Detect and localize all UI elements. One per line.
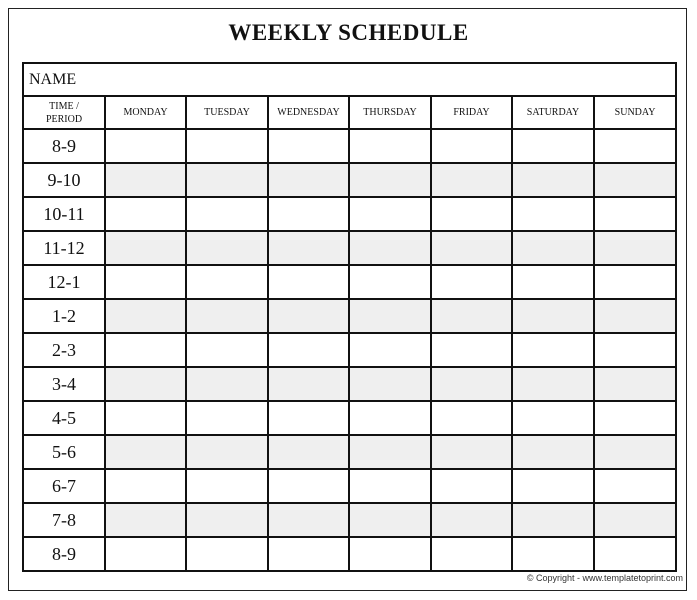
day-header-wednesday: WEDNESDAY [268,96,349,129]
time-header-line2: PERIOD [45,113,83,125]
schedule-cell-tuesday[interactable] [186,129,268,163]
table-row [23,367,676,401]
schedule-cell-sunday[interactable] [594,537,676,571]
schedule-cell-monday[interactable] [105,333,186,367]
schedule-cell-saturday[interactable] [512,197,594,231]
schedule-cell-wednesday[interactable] [268,231,349,265]
schedule-cell-friday[interactable] [431,197,512,231]
schedule-cell-sunday[interactable] [594,197,676,231]
table-row [23,231,676,265]
copyright-notice: © Copyright - www.templatetoprint.com [526,573,683,583]
schedule-cell-sunday[interactable] [594,231,676,265]
schedule-cell-thursday[interactable] [349,299,431,333]
schedule-cell-sunday[interactable] [594,435,676,469]
schedule-cell-tuesday[interactable] [186,197,268,231]
schedule-cell-tuesday[interactable] [186,231,268,265]
table-row [23,129,676,163]
schedule-cell-wednesday[interactable] [268,367,349,401]
schedule-cell-tuesday[interactable] [186,401,268,435]
table-row [23,401,676,435]
schedule-cell-thursday[interactable] [349,265,431,299]
period-label: 6-7 [23,469,105,503]
schedule-cell-monday[interactable] [105,367,186,401]
table-row [23,333,676,367]
schedule-cell-friday[interactable] [431,231,512,265]
period-label: 4-5 [23,401,105,435]
time-period-header [23,96,105,129]
day-header-thursday: THURSDAY [349,96,431,129]
schedule-cell-sunday[interactable] [594,129,676,163]
schedule-cell-wednesday[interactable] [268,435,349,469]
schedule-cell-thursday[interactable] [349,401,431,435]
schedule-cell-friday[interactable] [431,333,512,367]
schedule-cell-thursday[interactable] [349,537,431,571]
schedule-cell-monday[interactable] [105,435,186,469]
table-row [23,435,676,469]
schedule-cell-friday[interactable] [431,163,512,197]
period-label: 8-9 [23,129,105,163]
schedule-cell-wednesday[interactable] [268,537,349,571]
schedule-cell-saturday[interactable] [512,435,594,469]
table-row [23,265,676,299]
schedule-cell-sunday[interactable] [594,299,676,333]
schedule-cell-friday[interactable] [431,469,512,503]
period-label: 11-12 [23,231,105,265]
schedule-table [22,62,677,572]
schedule-cell-thursday[interactable] [349,197,431,231]
schedule-cell-saturday[interactable] [512,265,594,299]
schedule-cell-sunday[interactable] [594,367,676,401]
schedule-cell-monday[interactable] [105,503,186,537]
schedule-cell-friday[interactable] [431,129,512,163]
schedule-cell-tuesday[interactable] [186,503,268,537]
schedule-cell-friday[interactable] [431,367,512,401]
name-field[interactable] [23,63,676,96]
schedule-cell-friday[interactable] [431,401,512,435]
schedule-cell-saturday[interactable] [512,537,594,571]
schedule-cell-tuesday[interactable] [186,435,268,469]
schedule-cell-saturday[interactable] [512,469,594,503]
period-label: 7-8 [23,503,105,537]
table-row [23,537,676,571]
schedule-cell-friday[interactable] [431,265,512,299]
schedule-cell-thursday[interactable] [349,129,431,163]
schedule-cell-friday[interactable] [431,503,512,537]
schedule-cell-thursday[interactable] [349,163,431,197]
period-label: 2-3 [23,333,105,367]
time-header-line1: TIME / [49,100,79,112]
day-header-saturday: SATURDAY [512,96,594,129]
day-header-friday: FRIDAY [431,96,512,129]
schedule-cell-saturday[interactable] [512,401,594,435]
schedule-cell-sunday[interactable] [594,401,676,435]
schedule-cell-wednesday[interactable] [268,401,349,435]
schedule-cell-wednesday[interactable] [268,469,349,503]
schedule-cell-sunday[interactable] [594,163,676,197]
schedule-body [23,129,676,571]
schedule-cell-thursday[interactable] [349,503,431,537]
schedule-cell-thursday[interactable] [349,333,431,367]
schedule-cell-wednesday[interactable] [268,163,349,197]
period-label: 5-6 [23,435,105,469]
period-label: 1-2 [23,299,105,333]
day-header-sunday: SUNDAY [594,96,676,129]
schedule-cell-tuesday[interactable] [186,265,268,299]
schedule-cell-tuesday[interactable] [186,163,268,197]
table-row [23,503,676,537]
schedule-cell-monday[interactable] [105,129,186,163]
table-row [23,299,676,333]
schedule-cell-wednesday[interactable] [268,333,349,367]
name-label: NAME [29,70,77,88]
schedule-cell-saturday[interactable] [512,503,594,537]
period-label: 10-11 [23,197,105,231]
day-header-tuesday: TUESDAY [186,96,268,129]
period-label: 8-9 [23,537,105,571]
period-label: 12-1 [23,265,105,299]
schedule-cell-thursday[interactable] [349,469,431,503]
period-label: 3-4 [23,367,105,401]
schedule-cell-monday[interactable] [105,163,186,197]
schedule-cell-friday[interactable] [431,537,512,571]
schedule-cell-saturday[interactable] [512,299,594,333]
schedule-cell-wednesday[interactable] [268,299,349,333]
schedule-cell-wednesday[interactable] [268,265,349,299]
schedule-cell-sunday[interactable] [594,265,676,299]
day-header-monday: MONDAY [105,96,186,129]
schedule-cell-saturday[interactable] [512,163,594,197]
schedule-cell-sunday[interactable] [594,333,676,367]
schedule-cell-monday[interactable] [105,265,186,299]
schedule-cell-monday[interactable] [105,299,186,333]
schedule-cell-sunday[interactable] [594,469,676,503]
schedule-cell-tuesday[interactable] [186,299,268,333]
period-label: 9-10 [23,163,105,197]
schedule-cell-saturday[interactable] [512,333,594,367]
schedule-cell-monday[interactable] [105,197,186,231]
schedule-cell-tuesday[interactable] [186,537,268,571]
schedule-cell-sunday[interactable] [594,503,676,537]
table-row [23,197,676,231]
schedule-cell-friday[interactable] [431,435,512,469]
schedule-cell-saturday[interactable] [512,367,594,401]
table-row [23,469,676,503]
schedule-cell-wednesday[interactable] [268,129,349,163]
page-title: WEEKLY SCHEDULE [228,20,469,45]
schedule-cell-thursday[interactable] [349,231,431,265]
schedule-cell-wednesday[interactable] [268,197,349,231]
schedule-cell-thursday[interactable] [349,367,431,401]
schedule-cell-friday[interactable] [431,299,512,333]
schedule-cell-monday[interactable] [105,231,186,265]
schedule-cell-monday[interactable] [105,401,186,435]
schedule-cell-thursday[interactable] [349,435,431,469]
schedule-cell-tuesday[interactable] [186,469,268,503]
schedule-cell-monday[interactable] [105,537,186,571]
schedule-cell-tuesday[interactable] [186,367,268,401]
schedule-cell-wednesday[interactable] [268,503,349,537]
schedule-cell-monday[interactable] [105,469,186,503]
schedule-cell-saturday[interactable] [512,231,594,265]
schedule-cell-saturday[interactable] [512,129,594,163]
schedule-cell-tuesday[interactable] [186,333,268,367]
table-row [23,163,676,197]
